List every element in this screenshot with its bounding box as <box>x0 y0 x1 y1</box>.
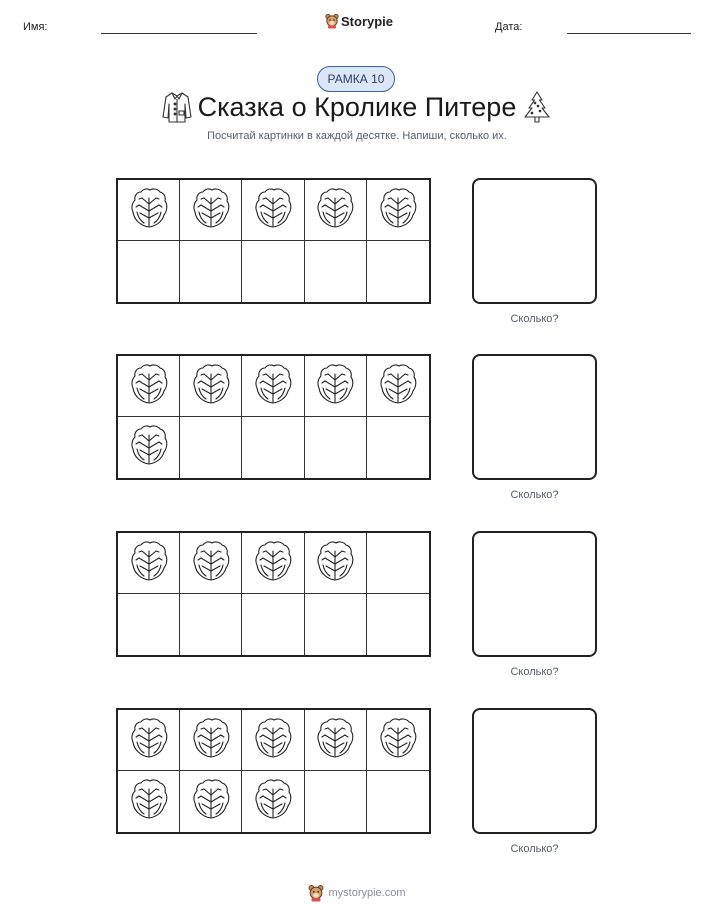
lettuce-icon <box>129 423 169 472</box>
lettuce-icon <box>253 539 293 588</box>
page-title: Сказка о Кролике Питере <box>197 92 517 122</box>
how-many-label: Сколько? <box>510 489 559 501</box>
lettuce-icon <box>191 186 231 235</box>
date-label: Дата: <box>495 21 523 33</box>
answer-box[interactable] <box>472 354 597 480</box>
ten-frame-cell <box>242 771 304 832</box>
brand-logo <box>325 13 393 29</box>
ten-frame-cell <box>305 241 367 302</box>
ten-frame <box>116 354 431 480</box>
ten-frame-cell <box>367 241 429 302</box>
bear-icon <box>308 884 324 902</box>
lettuce-icon <box>315 186 355 235</box>
tree-icon <box>521 90 553 129</box>
lettuce-icon <box>253 716 293 765</box>
footer-url[interactable]: mystorypie.com <box>328 887 406 899</box>
ten-frame <box>116 531 431 657</box>
lettuce-icon <box>253 362 293 411</box>
ten-frame-cell <box>367 710 429 771</box>
ten-frame <box>116 708 431 834</box>
lettuce-icon <box>129 716 169 765</box>
lettuce-icon <box>191 362 231 411</box>
ten-frame-cell <box>180 180 242 241</box>
name-label: Имя: <box>23 21 48 33</box>
ten-frame-cell <box>305 533 367 594</box>
ten-frame-cell <box>305 771 367 832</box>
ten-frame-cell <box>242 533 304 594</box>
ten-frame-cell <box>305 710 367 771</box>
footer <box>0 884 714 902</box>
lettuce-icon <box>315 716 355 765</box>
ten-frame-cell <box>118 594 180 655</box>
lettuce-icon <box>378 716 418 765</box>
ten-frame-cell <box>367 356 429 417</box>
ten-frame-cell <box>180 771 242 832</box>
lettuce-icon <box>378 186 418 235</box>
lettuce-icon <box>378 362 418 411</box>
ten-frame-cell <box>180 594 242 655</box>
ten-frame-cell <box>118 710 180 771</box>
lettuce-icon <box>129 186 169 235</box>
ten-frame-cell <box>118 533 180 594</box>
instruction-text: Посчитай картинки в каждой десятке. Напиши, сколько их. <box>207 130 507 142</box>
ten-frame-cell <box>305 180 367 241</box>
how-many-label: Сколько? <box>510 313 559 325</box>
ten-frame-cell <box>242 356 304 417</box>
answer-box[interactable] <box>472 708 597 834</box>
how-many-label: Сколько? <box>510 666 559 678</box>
how-many-label: Сколько? <box>510 843 559 855</box>
ten-frame-cell <box>180 710 242 771</box>
lettuce-icon <box>315 539 355 588</box>
frame-badge: РАМКА 10 <box>317 66 395 92</box>
ten-frame-cell <box>242 241 304 302</box>
ten-frame-cell <box>118 180 180 241</box>
name-line[interactable] <box>101 33 257 34</box>
ten-frame-cell <box>180 533 242 594</box>
date-line[interactable] <box>567 33 691 34</box>
brand-name: Storypie <box>341 13 394 29</box>
ten-frame-cell <box>367 771 429 832</box>
ten-frame-cell <box>242 710 304 771</box>
ten-frame-cell <box>118 417 180 478</box>
ten-frame-cell <box>118 771 180 832</box>
ten-frame-cell <box>367 533 429 594</box>
ten-frame-cell <box>180 356 242 417</box>
ten-frame <box>116 178 431 304</box>
lettuce-icon <box>191 777 231 826</box>
lettuce-icon <box>129 362 169 411</box>
answer-box[interactable] <box>472 531 597 657</box>
lettuce-icon <box>129 777 169 826</box>
ten-frame-cell <box>367 417 429 478</box>
ten-frame-cell <box>242 180 304 241</box>
ten-frame-cell <box>118 241 180 302</box>
ten-frame-cell <box>305 417 367 478</box>
lettuce-icon <box>191 539 231 588</box>
ten-frame-cell <box>180 241 242 302</box>
lettuce-icon <box>253 186 293 235</box>
answer-box[interactable] <box>472 178 597 304</box>
ten-frame-cell <box>367 180 429 241</box>
lettuce-icon <box>315 362 355 411</box>
ten-frame-cell <box>305 594 367 655</box>
ten-frame-cell <box>367 594 429 655</box>
ten-frame-cell <box>180 417 242 478</box>
lettuce-icon <box>253 777 293 826</box>
ten-frame-cell <box>305 356 367 417</box>
lettuce-icon <box>129 539 169 588</box>
ten-frame-cell <box>242 417 304 478</box>
bear-icon <box>325 13 339 29</box>
ten-frame-cell <box>118 356 180 417</box>
lettuce-icon <box>191 716 231 765</box>
ten-frame-cell <box>242 594 304 655</box>
